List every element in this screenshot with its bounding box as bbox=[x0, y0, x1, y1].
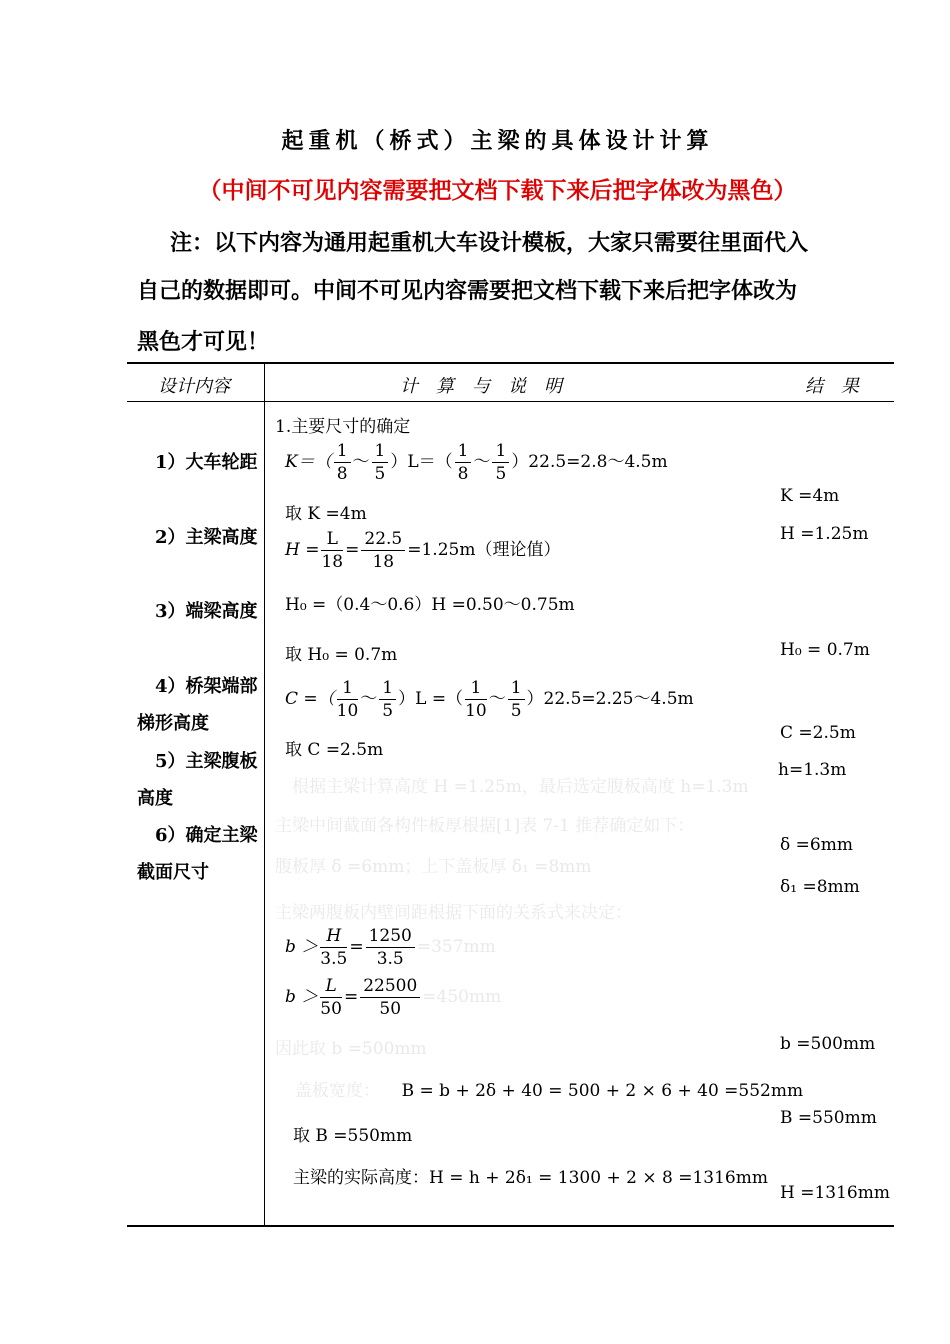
table-top-border bbox=[127, 362, 894, 364]
formula-b1: b ＞ $\frac{H}{3.5}$ = $\frac{1250}{3.5}$ =357mm bbox=[285, 926, 496, 969]
result-h0: H₀ = 0.7m bbox=[780, 640, 870, 660]
take-B: 取 B =550mm bbox=[293, 1126, 413, 1146]
hidden-text-4: 主梁两腹板内壁间距根据下面的关系式来决定： bbox=[275, 903, 632, 923]
result-cover-thickness: δ₁ =8mm bbox=[780, 877, 860, 897]
result-actual-height: H =1316mm bbox=[780, 1183, 890, 1203]
note-line-3: 黑色才可见！ bbox=[137, 329, 270, 355]
formula-h: H = $\frac{L}{18}$ = $\frac{22.5}{18}$ =1.25m（理论值） bbox=[285, 529, 561, 572]
cover-width: 盖板宽度： B = b + 2δ + 40 = 500 + 2 × 6 + 40 =552mm bbox=[295, 1081, 804, 1101]
result-b: b =500mm bbox=[780, 1034, 876, 1054]
hidden-text-3: 腹板厚 δ =6mm；上下盖板厚 δ₁ =8mm bbox=[275, 857, 592, 877]
header-result: 结 果 bbox=[805, 376, 859, 397]
item-wheelbase: 1）大车轮距 bbox=[155, 452, 258, 473]
result-web-height: h=1.3m bbox=[778, 760, 847, 780]
actual-height: 主梁的实际高度：H = h + 2δ₁ = 1300 + 2 × 8 =1316mm bbox=[293, 1168, 768, 1188]
section-title: 1.主要尺寸的确定 bbox=[275, 417, 411, 437]
item-girder-height: 2）主梁高度 bbox=[155, 527, 258, 548]
red-notice: （中间不可见内容需要把文档下载下来后把字体改为黑色） bbox=[198, 177, 797, 204]
hidden-text-2: 主梁中间截面各构件板厚根据[1]表 7-1 推荐确定如下： bbox=[275, 816, 695, 836]
formula-b2: b ＞ $\frac{L}{50}$ = $\frac{22500}{50}$ =450mm bbox=[285, 976, 502, 1019]
note-line-1: 注：以下内容为通用起重机大车设计模板，大家只需要往里面代入 bbox=[170, 230, 809, 256]
result-c: C =2.5m bbox=[780, 723, 856, 743]
result-h: H =1.25m bbox=[780, 524, 869, 544]
formula-k: K＝（ $\frac{1}{8}$ ～ $\frac{1}{5}$ ）L＝（ $\frac{1}{8}$ ～ $\frac{1}{5}$ ）22.5=2.8～4.5m bbox=[285, 441, 668, 484]
item-section-determine: 6）确定主梁 bbox=[155, 825, 258, 846]
formula-h0: H₀ =（0.4～0.6）H =0.50～0.75m bbox=[285, 595, 575, 615]
result-web-thickness: δ =6mm bbox=[780, 835, 853, 855]
table-column-divider bbox=[264, 363, 265, 1226]
table-bottom-border bbox=[127, 1225, 894, 1227]
take-h0: 取 H₀ = 0.7m bbox=[285, 645, 398, 665]
take-k: 取 K =4m bbox=[285, 504, 367, 524]
table-header-border bbox=[127, 401, 894, 402]
take-b-hidden: 因此取 b =500mm bbox=[275, 1039, 427, 1059]
formula-c: C =（ $\frac{1}{10}$ ～ $\frac{1}{5}$ ）L =（ $\frac{1}{10}$ ～ $\frac{1}{5}$ ）22.5=2.25～4.5m bbox=[285, 678, 694, 721]
take-c: 取 C =2.5m bbox=[285, 740, 384, 760]
item-web-plate: 5）主梁腹板 bbox=[155, 751, 258, 772]
item-web-height: 高度 bbox=[137, 788, 173, 809]
result-B: B =550mm bbox=[780, 1108, 877, 1128]
item-trapezoid-height: 梯形高度 bbox=[137, 713, 209, 734]
result-k: K =4m bbox=[780, 486, 840, 506]
item-section-size: 截面尺寸 bbox=[137, 862, 209, 883]
page-title: 起重机（桥式）主梁的具体设计计算 bbox=[281, 128, 714, 154]
note-line-2: 自己的数据即可。中间不可见内容需要把文档下载下来后把字体改为 bbox=[137, 278, 798, 304]
header-calculation: 计 算 与 说 明 bbox=[400, 376, 562, 397]
header-design-content: 设计内容 bbox=[158, 376, 230, 397]
hidden-text-1: 根据主梁计算高度 H =1.25m，最后选定腹板高度 h=1.3m bbox=[292, 777, 749, 797]
item-bridge-end: 4）桥架端部 bbox=[155, 676, 258, 697]
item-end-beam-height: 3）端梁高度 bbox=[155, 601, 258, 622]
